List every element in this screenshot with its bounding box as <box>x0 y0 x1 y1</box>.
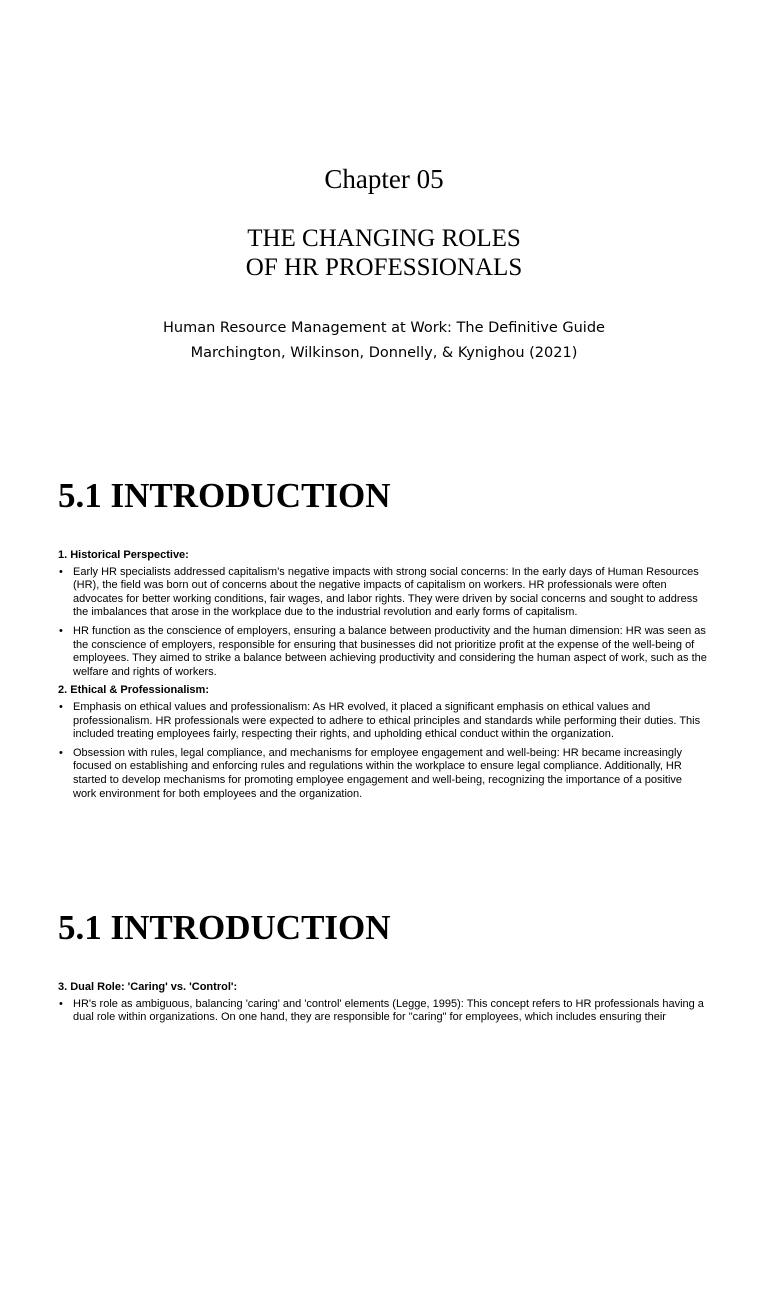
book-title: Human Resource Management at Work: The Definitive Guide <box>163 320 605 336</box>
chapter-label: Chapter 05 <box>324 164 444 194</box>
bullet-item: • HR function as the conscience of employers, ensuring a balance between productivity and the human dimension: HR was seen as the conscience of employers, responsible for ensuring that businesses did not prioritize profit at the expense of the well-being of employees. They aimed to strike a balance between achieving productivity and considering the human aspect of work, such as the welfare and rights of workers. <box>58 625 708 679</box>
chapter-title-line-2: OF HR PROFESSIONALS <box>245 254 523 281</box>
section-title: 2. Ethical & Professionalism: <box>58 684 209 697</box>
bullet-list <box>58 998 708 1025</box>
chapter-title-line-1: THE CHANGING ROLES <box>247 225 521 252</box>
slide-body <box>58 981 708 1030</box>
chapter-title <box>0 224 768 282</box>
bullet-item: • Early HR specialists addressed capitalism's negative impacts with strong social concerns: In the early days of Human Resources (HR), the field was born out of concerns about the negative impacts of capitalism on workers. HR professionals were often advocates for better working conditions, fair wages, and labor rights. They were driven by social concerns and sought to address the imbalances that arose in the workplace due to the industrial revolution and early forms of capitalism. <box>58 566 708 620</box>
bullet-item: • Emphasis on ethical values and professionalism: As HR evolved, it placed a significant emphasis on ethical values and professionalism. HR professionals were expected to adhere to ethical principles and standards while performing their duties. This included treating employees fairly, respecting their rights, and upholding ethical conduct within the organization. <box>58 701 708 742</box>
slide-heading: 5.1 INTRODUCTION <box>58 908 391 947</box>
intro-slide-2 <box>0 864 768 1296</box>
bullet-item: • Obsession with rules, legal compliance, and mechanisms for employee engagement and well-being: HR became increasingly focused on establishing and enforcing rules and regulations within the workplace to ensure legal compliance. Additionally, HR started to develop mechanisms for promoting employee engagement and well-being, recognizing the importance of a positive work environment for both employees and the organization. <box>58 747 708 801</box>
section-title: 1. Historical Perspective: <box>58 549 189 561</box>
book-reference <box>0 316 768 366</box>
slide-body <box>58 549 708 806</box>
book-authors: Marchington, Wilkinson, Donnelly, & Kynighou (2021) <box>190 345 578 361</box>
bullet-item: • HR's role as ambiguous, balancing 'caring' and 'control' elements (Legge, 1995): This concept refers to HR professionals having a dual role within organizations. On one hand, they are responsible for "caring" for employees, which includes ensuring their <box>58 998 708 1025</box>
section-title: 3. Dual Role: 'Caring' vs. 'Control': <box>58 981 238 993</box>
bullet-list <box>58 701 708 801</box>
title-slide <box>0 0 768 432</box>
intro-slide-1 <box>0 432 768 864</box>
slide-heading: 5.1 INTRODUCTION <box>58 476 391 515</box>
bullet-list <box>58 566 708 680</box>
